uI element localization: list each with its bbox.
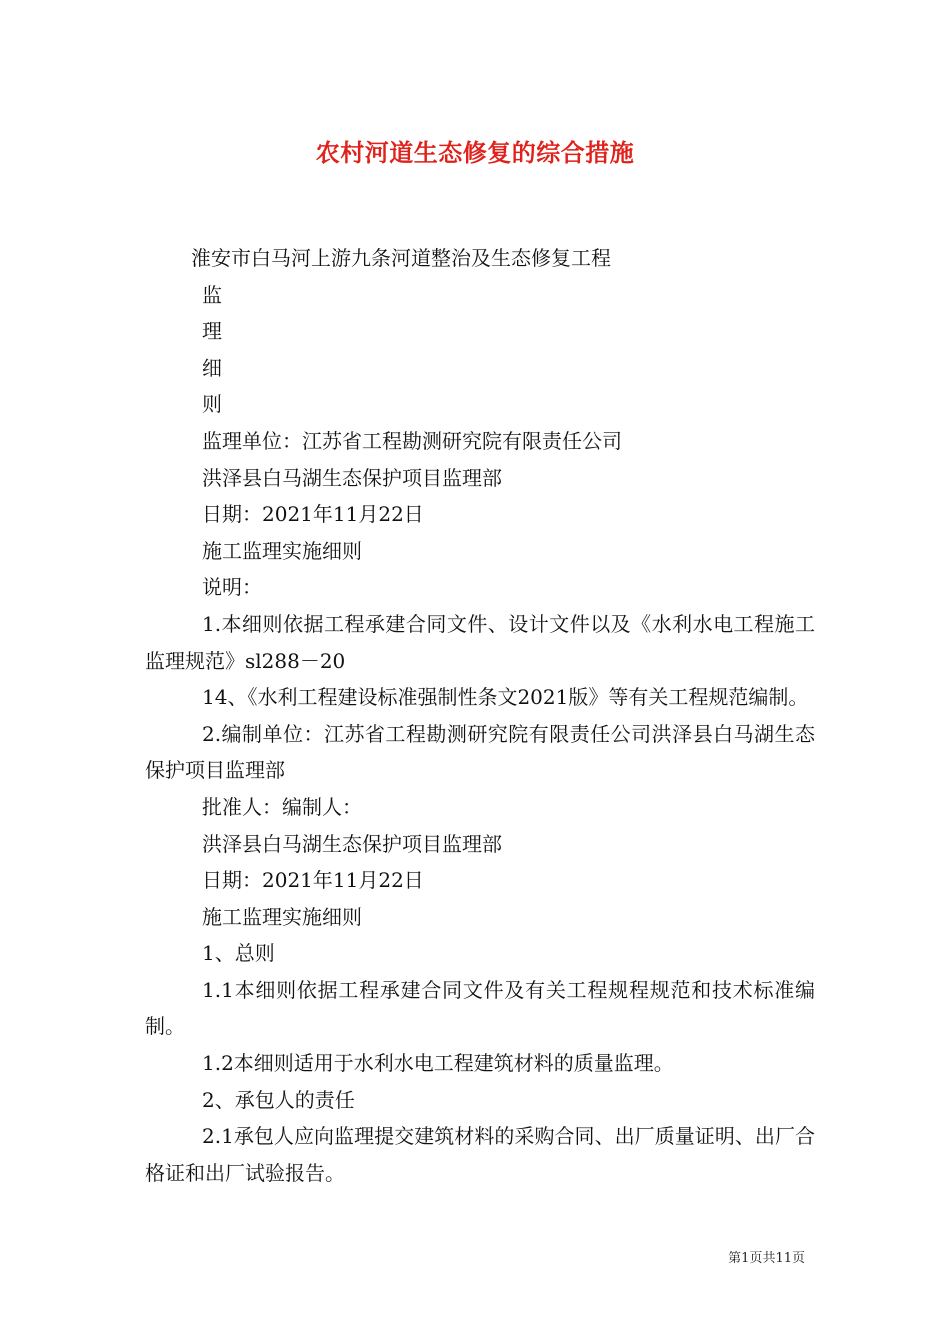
item-1-paragraph: 1.本细则依据工程承建合同文件、设计文件以及《水利水电工程施工监理规范》sl288－20 (145, 611, 815, 673)
item-2-paragraph: 2.编制单位：江苏省工程勘测研究院有限责任公司洪泽县白马湖生态保护项目监理部 (145, 721, 815, 783)
clause-2-1-paragraph: 2.1承包人应向监理提交建筑材料的采购合同、出厂质量证明、出厂合格证和出厂试验报告。 (145, 1124, 815, 1185)
clause-1-2-line: 1.2本细则适用于水利水电工程建筑材料的质量监理。 (202, 1051, 674, 1076)
project-name-line: 淮安市白马河上游九条河道整治及生态修复工程 (191, 246, 611, 270)
vertical-char-3: 细 (202, 355, 222, 380)
date-line-1: 日期：2021年11月22日 (202, 502, 424, 527)
supervising-unit-line: 监理单位：江苏省工程勘测研究院有限责任公司 (202, 428, 622, 453)
section-2-heading: 2、承包人的责任 (202, 1087, 355, 1112)
date-line-2: 日期：2021年11月22日 (202, 868, 424, 893)
vertical-char-1: 监 (202, 282, 222, 307)
clause-1-1-paragraph: 1.1本细则依据工程承建合同文件及有关工程规程规范和技术标准编制。 (145, 977, 815, 1039)
approver-line: 批准人：编制人： (202, 794, 362, 819)
department-line-2: 洪泽县白马湖生态保护项目监理部 (202, 831, 502, 856)
rules-title-line-1: 施工监理实施细则 (202, 538, 362, 563)
rules-title-line-2: 施工监理实施细则 (202, 904, 362, 929)
department-line-1: 洪泽县白马湖生态保护项目监理部 (202, 465, 502, 490)
page-number-footer: 第1页共11页 (728, 1251, 805, 1266)
vertical-char-2: 理 (202, 319, 222, 344)
vertical-char-4: 则 (202, 392, 222, 417)
item-1-continued-paragraph: 14、《水利工程建设标准强制性条文2021版》等有关工程规范编制。 (202, 685, 809, 710)
section-1-heading: 1、总则 (202, 941, 275, 966)
document-body (145, 240, 815, 1191)
explanation-line: 说明： (202, 575, 262, 600)
document-title: 农村河道生态修复的综合措施 (315, 138, 635, 167)
